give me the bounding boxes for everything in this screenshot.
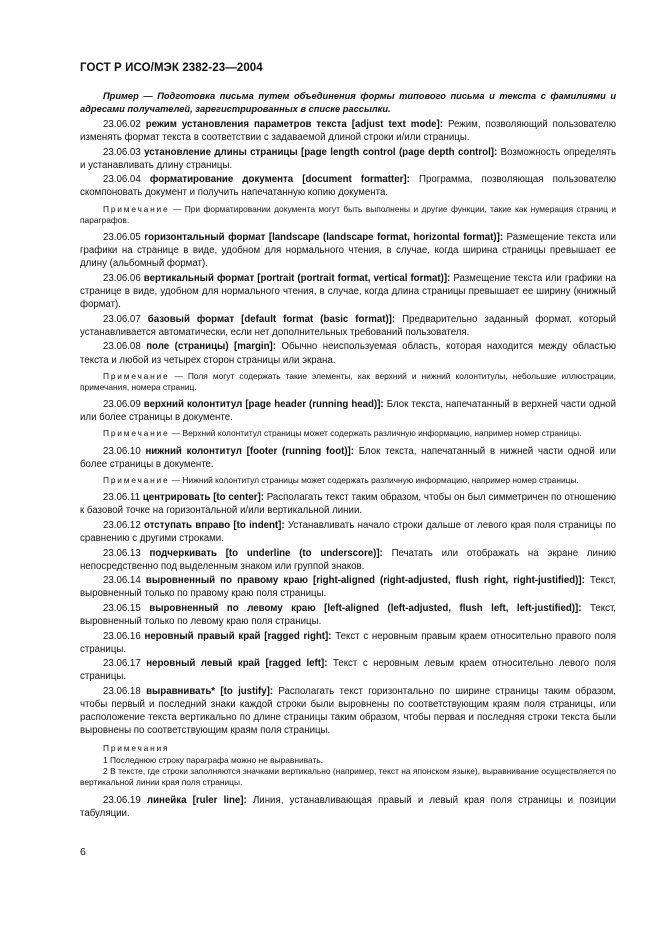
entry-definition: Блок текста, напечатанный в нижней части одной или более страницы в документе. (80, 445, 616, 470)
entry-definition: Размещение текста или графики на странице в виде, удобном для нормального чтения, в случае, когда ширина страницы превышает ее длину (альбомный формат). (80, 232, 616, 270)
entry-term: отступать вправо [to indent]: (144, 519, 285, 531)
entry-number: 23.06.18 (103, 685, 141, 697)
entry-term: базовый формат [default format (basic format)]: (147, 313, 396, 325)
entry-definition: Располагать текст таким образом, чтобы он был симметричен по отношению к базовой точке на горизонтальной и/или вертикальной линии. (80, 492, 617, 517)
entry-number: 23.06.11 (103, 492, 140, 504)
entry-23-06-07 (80, 313, 616, 339)
notes-block-item: 2 В тексте, где строки заполняются значками вертикально (например, текст на японском языке), выравнивание осуществляется по вертикальной линии края поля страницы. (80, 765, 616, 788)
entry-term: поле (страницы) [margin]: (146, 341, 276, 353)
entry-23-06-14 (80, 574, 616, 600)
document-header: ГОСТ Р ИСО/МЭК 2382-23—2004 (80, 62, 263, 74)
entry-23-06-02 (80, 118, 616, 144)
entry-term: вертикальный формат [portrait (portrait format, vertical format)]: (143, 272, 451, 284)
note-text: — Нижний колонтитул страницы может содержать различную информацию, например номер страницы. (169, 474, 579, 485)
example-paragraph: Пример — Подготовка письма путем объединения формы типового письма и текста с фамилиями и адресами получателей, зарегистрированных в списке рассылки. (80, 91, 616, 114)
entry-23-06-08 (80, 340, 616, 366)
entry-definition: Режим, позволяющий пользователю изменять формат текста в соответствии с задаваемой длиной строки и/или страницы. (80, 119, 616, 144)
entry-definition: Текст с неровным левым краем относительно левого поля страницы. (80, 658, 616, 683)
entry-23-06-04 (80, 173, 616, 199)
note-text: — Поля могут содержать такие элементы, как верхний и нижний колонтитулы, небольшие иллюстрации, примечания, номера страниц. (80, 370, 616, 392)
page-number: 6 (80, 846, 86, 858)
entry-definition: Блок текста, напечатанный в верхней части одной или более страницы в документе. (80, 399, 616, 424)
entry-23-06-16 (80, 630, 616, 656)
entry-definition: Размещение текста или графики на странице в виде, удобном для нормального чтения, в случае, когда длина страницы превышает ее ширину (книжный формат). (80, 272, 616, 311)
entry-definition: Текст, выровненный только по правому краю поля страницы. (80, 575, 616, 600)
note-heading: Примечание (103, 203, 170, 214)
entry-definition: Текст с неровным правым краем относительно правого поля страницы. (80, 630, 616, 655)
entry-number: 23.06.02 (103, 119, 141, 130)
entry-23-06-17 (80, 657, 616, 683)
entry-definition: Обычно неиспользуемая область, которая находится между областью текста и любой из четырех сторон страницы или экрана. (80, 341, 616, 366)
entry-23-06-11 (80, 491, 616, 517)
notes-block-title: Примечания (103, 743, 170, 754)
note-footer (80, 475, 616, 486)
entry-number: 23.06.16 (103, 630, 141, 642)
entry-term: выровненный по левому краю [left-aligned (left-adjusted, flush left, left-justified)]: (149, 602, 582, 614)
entry-number: 23.06.04 (103, 174, 141, 186)
entry-number: 23.06.05 (103, 232, 141, 244)
entry-number: 23.06.09 (103, 399, 141, 411)
entry-term: горизонтальный формат [landscape (landscape format, horizontal format)]: (144, 232, 504, 244)
entry-definition: Предварительно заданный формат, который устанавливается автоматически, если нет дополнительных требований пользователя. (80, 313, 616, 338)
entry-term: подчеркивать [to underline (to underscore)]: (149, 547, 383, 559)
entry-number: 23.06.12 (103, 519, 141, 531)
entry-term: режим установления параметров текста [adjust text mode]: (145, 119, 443, 130)
entry-term: установление длины страницы [page length control (page depth control]: (144, 146, 498, 158)
note-heading: Примечание (103, 474, 170, 485)
entry-23-06-09 (80, 398, 616, 424)
entry-term: выровненный по правому краю [right-aligned (right-adjusted, flush right, right-justified)]: (145, 575, 585, 587)
note-heading: Примечание (103, 428, 170, 439)
entry-term: неровный левый край [ragged left]: (146, 658, 328, 670)
entry-number: 23.06.06 (103, 272, 141, 284)
note-text: — Верхний колонтитул страницы может содержать различную информацию, например номер страницы. (169, 428, 582, 439)
note-margin (80, 371, 616, 394)
note-heading: Примечание (103, 370, 170, 381)
entry-term: нижний колонтитул [footer (running foot)]: (145, 445, 355, 457)
entry-23-06-18 (80, 685, 616, 737)
note-formatting (80, 204, 616, 227)
entry-definition: Располагать текст горизонтально по ширине страницы таким образом, чтобы первый и последний знаки каждой строки были выровнены по соответствующим краям поля страницы, или расположение текста вертикально по длине страницы таким образом, чтобы первая и последняя строки текста были выровнены по соответствующим краям поля страницы. (80, 685, 616, 737)
entry-23-06-12 (80, 519, 616, 545)
document-body (80, 90, 616, 821)
entry-23-06-10 (80, 445, 616, 471)
entry-23-06-13 (80, 547, 616, 573)
entry-23-06-03 (80, 146, 616, 172)
entry-23-06-06 (80, 272, 616, 311)
entry-term: центрировать [to center]: (142, 492, 264, 504)
entry-definition: Программа, позволяющая пользователю скомпоновать документ и получить напечатанную копию документа. (80, 174, 616, 199)
note-header (80, 428, 616, 439)
entry-definition: Возможность определять и устанавливать длину страницы. (80, 146, 616, 171)
entry-number: 23.06.19 (103, 794, 141, 806)
entry-term: неровный правый край [ragged right]: (144, 630, 332, 642)
note-text: — При форматировании документа могут быть выполнены и другие функции, такие как нумерация страниц и параграфов. (80, 203, 616, 225)
entry-number: 23.06.15 (103, 602, 141, 614)
entry-definition: Устанавливать начало строки дальше от левого края поля страницы по сравнению с другими строками. (80, 519, 616, 544)
entry-23-06-15 (80, 602, 616, 628)
notes-block (80, 743, 616, 788)
notes-block-item: 1 Последнюю строку параграфа можно не выравнивать. (103, 754, 324, 765)
entry-23-06-19 (80, 794, 616, 820)
entry-23-06-05 (80, 231, 616, 270)
entry-number: 23.06.08 (103, 341, 141, 353)
entry-definition: Линия, устанавливающая правый и левый края поля страницы и позиции табуляции. (80, 794, 617, 819)
entry-number: 23.06.13 (103, 547, 141, 559)
entry-number: 23.06.17 (103, 658, 141, 670)
entry-term: линейка [ruler line]: (146, 794, 247, 806)
entry-term: выравнивать* [to justify]: (146, 685, 274, 697)
entry-number: 23.06.03 (103, 146, 141, 158)
entry-term: верхний колонтитул [page header (running head)]: (143, 399, 384, 411)
entry-number: 23.06.14 (103, 575, 141, 587)
entry-definition: Текст, выровненный только по левому краю поля страницы. (80, 602, 616, 627)
entry-number: 23.06.07 (103, 313, 141, 325)
entry-number: 23.06.10 (103, 445, 141, 457)
entry-term: форматирование документа [document formatter]: (149, 174, 410, 186)
entry-definition: Печатать или отображать на экране линию непосредственно под выделенным знаком или группой знаков. (80, 547, 616, 572)
